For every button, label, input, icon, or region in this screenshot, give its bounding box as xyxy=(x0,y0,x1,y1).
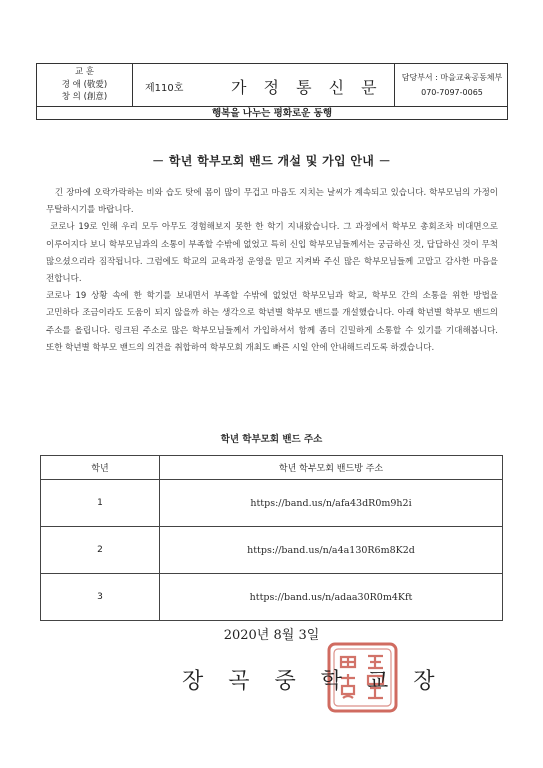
table-row xyxy=(41,480,503,527)
motto-cell xyxy=(37,64,133,107)
slogan: 행복을 나누는 평화로운 동행 xyxy=(211,108,333,119)
header-box xyxy=(36,63,508,120)
grade-cell: 3 xyxy=(41,574,160,621)
motto-line2: 창 의 (創意) xyxy=(61,92,108,102)
band-link-2[interactable]: https://band.us/n/a4a130R6m8K2d xyxy=(160,527,503,574)
table-row xyxy=(41,574,503,621)
table-title: 학년 학부모회 밴드 주소 xyxy=(220,434,323,445)
band-link-1[interactable]: https://band.us/n/afa43dR0m9h2i xyxy=(160,480,503,527)
table-header-row xyxy=(41,456,503,480)
paragraph-3: 코로나 19 상황 속에 한 학기를 보내면서 부족할 수밖에 없었던 학부모님과 학교, 학부모 간의 소통을 위한 방법을 고민하다 조금이라도 도움이 되지 않을까 하는 생각으로 학년별 학부모 밴드를 개설했습니다. 아래 학년별 학부모 밴드의 주소를 올립니다. 링크된 주소로 많은 학부모님들께서 가입하셔서 함께 좀더 긴밀하게 소통할 수 있기를 기대해봅니다. 또한 학년별 학부모 밴드의 의견을 취합하여 학부모회 개최도 빠른 시일 안에 안내해드리도록 하겠습니다. xyxy=(46,291,498,353)
table-row xyxy=(41,527,503,574)
header-address: 학년 학부모회 밴드방 주소 xyxy=(160,456,503,480)
contact-cell xyxy=(395,64,509,107)
band-link-3[interactable]: https://band.us/n/adaa30R0m4Kft xyxy=(160,574,503,621)
contact-phone: 070-7097-0065 xyxy=(421,88,483,97)
motto-line1: 경 애 (敬愛) xyxy=(61,79,108,90)
header-row xyxy=(37,64,507,107)
motto-label: 교 훈 xyxy=(74,67,95,77)
contact-dept: 담당부서 : 마을교육공동체부 xyxy=(401,73,503,82)
grade-cell: 2 xyxy=(41,527,160,574)
paragraph-2: 코로나 19로 인해 우리 모두 아무도 경험해보지 못한 한 학기 지내왔습니다. 그 과정에서 학부모 총회조차 비대면으로 이루어지다 보니 학부모님과의 소통이 부족할 수밖에 없었고 특히 신입 학부모님들께서는 궁금하신 것, 답답하신 것이 무척 많으셨으리라 짐작됩니다. 그럼에도 학교의 교육과정 운영을 믿고 지켜봐 주신 많은 학부모님들께 고맙고 감사한 마음을 전합니다. xyxy=(46,222,498,285)
header-grade: 학년 xyxy=(41,456,160,480)
headline: － 학년 학부모회 밴드 개설 및 가입 안내 － xyxy=(152,154,391,168)
school-principal: 장 곡 중 학 교 장 xyxy=(182,669,444,694)
title-cell xyxy=(133,64,395,107)
newsletter-title: 가 정 통 신 문 xyxy=(231,78,383,97)
grade-cell: 1 xyxy=(41,480,160,527)
issue-date: 2020년 8월 3일 xyxy=(223,628,320,643)
paragraph-1: 긴 장마에 오락가락하는 비와 습도 탓에 몸이 많이 무겁고 마음도 지치는 날씨가 계속되고 있습니다. 학부모님의 가정이 무탈하시기를 바랍니다. xyxy=(46,188,498,216)
issue-number: 제110호 xyxy=(145,83,184,94)
body-text xyxy=(46,185,498,357)
band-address-table xyxy=(40,455,503,621)
